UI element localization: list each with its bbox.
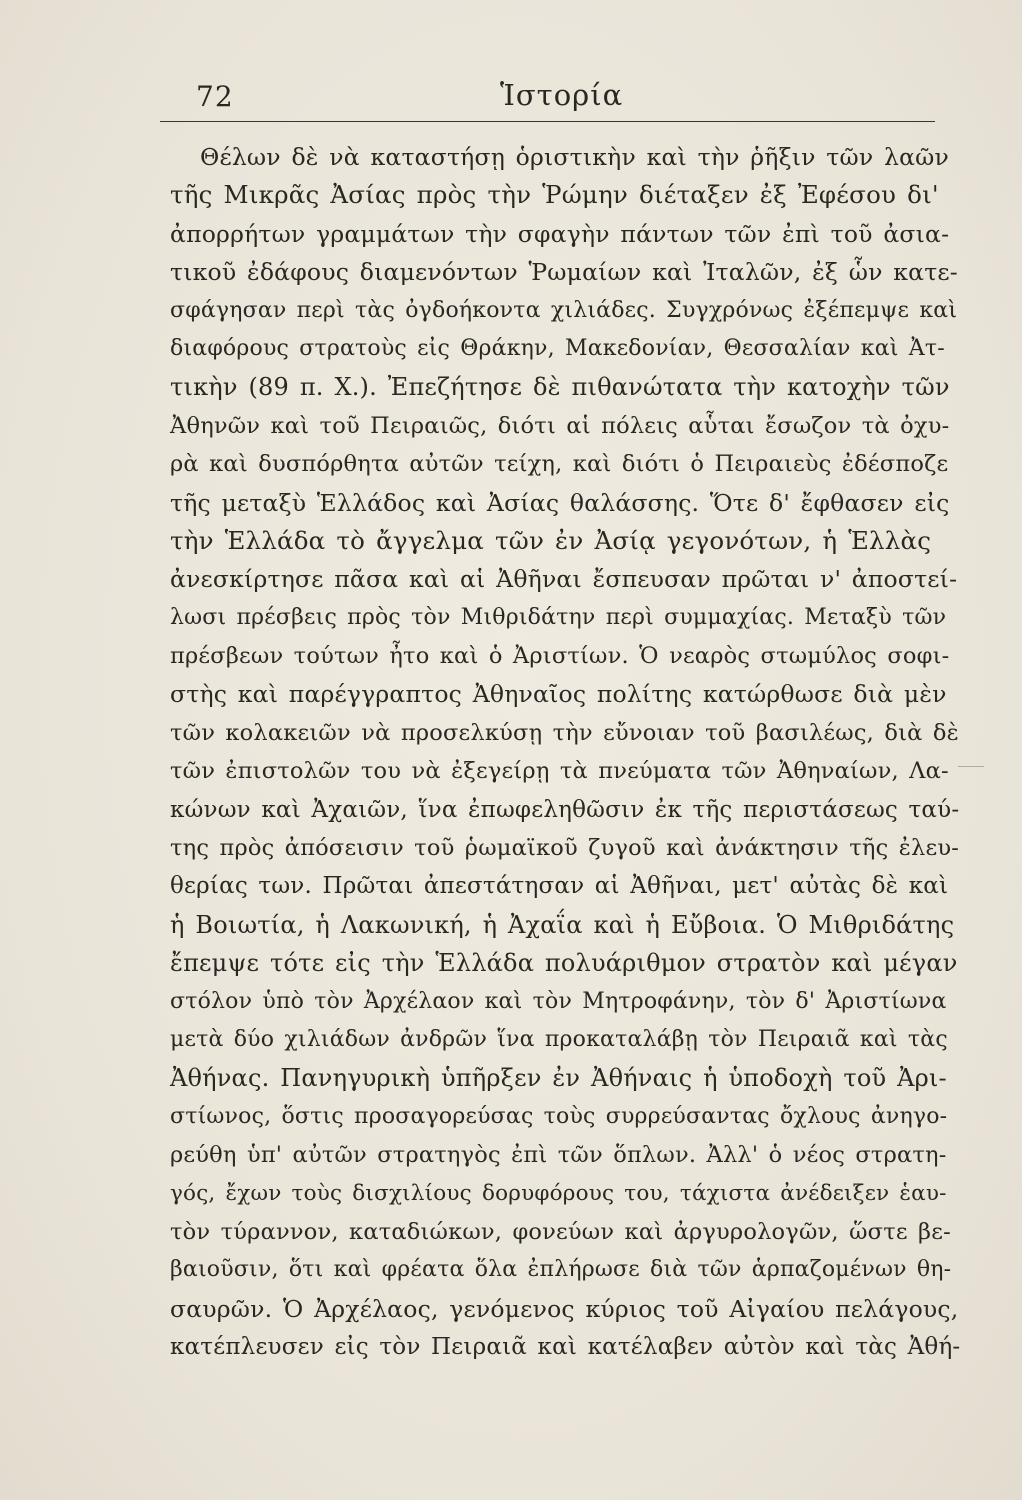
text-line: Ἀθήνας. Πανηγυρικὴ ὑπῆρξεν ἐν Ἀθήναις ἡ ὑποδοχὴ τοῦ Ἀρι- — [170, 1064, 947, 1093]
text-line: κώνων καὶ Ἀχαιῶν, ἵνα ἐπωφεληθῶσιν ἐκ τῆς περιστάσεως ταύ- — [170, 796, 960, 823]
text-line: λωσι πρέσβεις πρὸς τὸν Μιθριδάτην περὶ συμμαχίας. Μεταξὺ τῶν — [170, 604, 947, 630]
text-line: τὸν τύραννον, καταδιώκων, φονεύων καὶ ἀργυρολογῶν, ὥστε βε- — [170, 1218, 951, 1245]
text-line: ρεύθη ὑπ' αὐτῶν στρατηγὸς ἐπὶ τῶν ὅπλων. Ἀλλ' ὁ νέος στρατη- — [170, 1142, 947, 1169]
text-line: βαιοῦσιν, ὅτι καὶ φρέατα ὅλα ἐπλήρωσε διὰ τῶν ἁρπαζομένων θη- — [170, 1257, 952, 1283]
text-line: κατέπλευσεν εἰς τὸν Πειραιᾶ καὶ κατέλαβεν αὐτὸν καὶ τὰς Ἀθή- — [170, 1334, 961, 1361]
text-line: τῆς Μικρᾶς Ἀσίας πρὸς τὴν Ῥώμην διέταξεν ἐξ Ἐφέσου δι' — [170, 180, 939, 210]
page-header — [160, 74, 935, 122]
text-line: τὴν Ἑλλάδα τὸ ἄγγελμα τῶν ἐν Ἀσίᾳ γεγονότων, ἡ Ἑλλὰς — [170, 525, 932, 555]
text-line: της πρὸς ἀπόσεισιν τοῦ ῥωμαϊκοῦ ζυγοῦ καὶ ἀνάκτησιν τῆς ἐλευ- — [170, 835, 959, 862]
text-line: σφάγησαν περὶ τὰς ὀγδοήκοντα χιλιάδες. Συγχρόνως ἐξέπεμψε καὶ — [170, 297, 958, 323]
text-line: τῶν κολακειῶν νὰ προσελκύσῃ τὴν εὔνοιαν τοῦ βασιλέως, διὰ δὲ — [170, 719, 959, 746]
text-line: ἀνεσκίρτησε πᾶσα καὶ αἱ Ἀθῆναι ἔσπευσαν πρῶται ν' ἀποστεί- — [170, 565, 958, 594]
text-line: στόλον ὑπὸ τὸν Ἀρχέλαον καὶ τὸν Μητροφάνην, τὸν δ' Ἀριστίωνα — [170, 988, 947, 1014]
page-number: 72 — [196, 80, 234, 113]
text-line: θερίας των. Πρῶται ἀπεστάτησαν αἱ Ἀθῆναι, μετ' αὐτὰς δὲ καὶ — [170, 873, 949, 900]
text-line: στίωνος, ὅστις προσαγορεύσας τοὺς συρρεύσαντας ὄχλους ἀνηγο- — [170, 1103, 948, 1129]
text-line: ἡ Βοιωτία, ἡ Λακωνική, ἡ Ἀχαΐα καὶ ἡ Εὔβοια. Ὁ Μιθριδάτης — [170, 910, 955, 939]
text-line: Θέλων δὲ νὰ καταστήσῃ ὁριστικὴν καὶ τὴν ῥῆξιν τῶν λαῶν — [200, 143, 950, 171]
text-line: διαφόρους στρατοὺς εἰς Θράκην, Μακεδονίαν, Θεσσαλίαν καὶ Ἀτ- — [170, 335, 945, 361]
text-line: πρέσβεων τούτων ἦτο καὶ ὁ Ἀριστίων. Ὁ νεαρὸς στωμύλος σοφι- — [170, 643, 950, 670]
text-line: Ἀθηνῶν καὶ τοῦ Πειραιῶς, διότι αἱ πόλεις αὗται ἔσωζον τὰ ὀχυ- — [170, 412, 950, 439]
text-line: ἔπεμψε τότε εἰς τὴν Ἑλλάδα πολυάριθμον στρατὸν καὶ μέγαν — [170, 949, 958, 978]
text-line: στὴς καὶ παρέγγραπτος Ἀθηναῖος πολίτης κατώρθωσε διὰ μὲν — [170, 680, 947, 709]
header-rule — [160, 121, 935, 122]
margin-mark — [958, 766, 984, 767]
text-line: τικὴν (89 π. Χ.). Ἐπεζήτησε δὲ πιθανώτατα τὴν κατοχὴν τῶν — [170, 373, 950, 402]
text-line: τῆς μεταξὺ Ἑλλάδος καὶ Ἀσίας θαλάσσης. Ὅτε δ' ἔφθασεν εἰς — [170, 488, 950, 517]
text-line: τῶν ἐπιστολῶν του νὰ ἐξεγείρῃ τὰ πνεύματα τῶν Ἀθηναίων, Λα- — [170, 758, 949, 785]
text-line: ρὰ καὶ δυσπόρθητα αὐτῶν τείχη, καὶ διότι ὁ Πειραιεὺς ἐδέσποζε — [170, 451, 949, 478]
text-line: ἀπορρήτων γραμμάτων τὴν σφαγὴν πάντων τῶν ἐπὶ τοῦ ἀσια- — [170, 219, 950, 248]
text-line: γός, ἔχων τοὺς δισχιλίους δορυφόρους του, τάχιστα ἀνέδειξεν ἑαυ- — [170, 1180, 947, 1206]
body-text — [170, 138, 960, 1367]
text-line: σαυρῶν. Ὁ Ἀρχέλαος, γενόμενος κύριος τοῦ Αἰγαίου πελάγους, — [170, 1294, 959, 1323]
text-line: μετὰ δύο χιλιάδων ἀνδρῶν ἵνα προκαταλάβῃ τὸν Πειραιᾶ καὶ τὰς — [170, 1026, 948, 1052]
text-line: τικοῦ ἐδάφους διαμενόντων Ῥωμαίων καὶ Ἰταλῶν, ἐξ ὧν κατε- — [170, 258, 958, 287]
running-head: Ἱστορία — [500, 78, 624, 112]
